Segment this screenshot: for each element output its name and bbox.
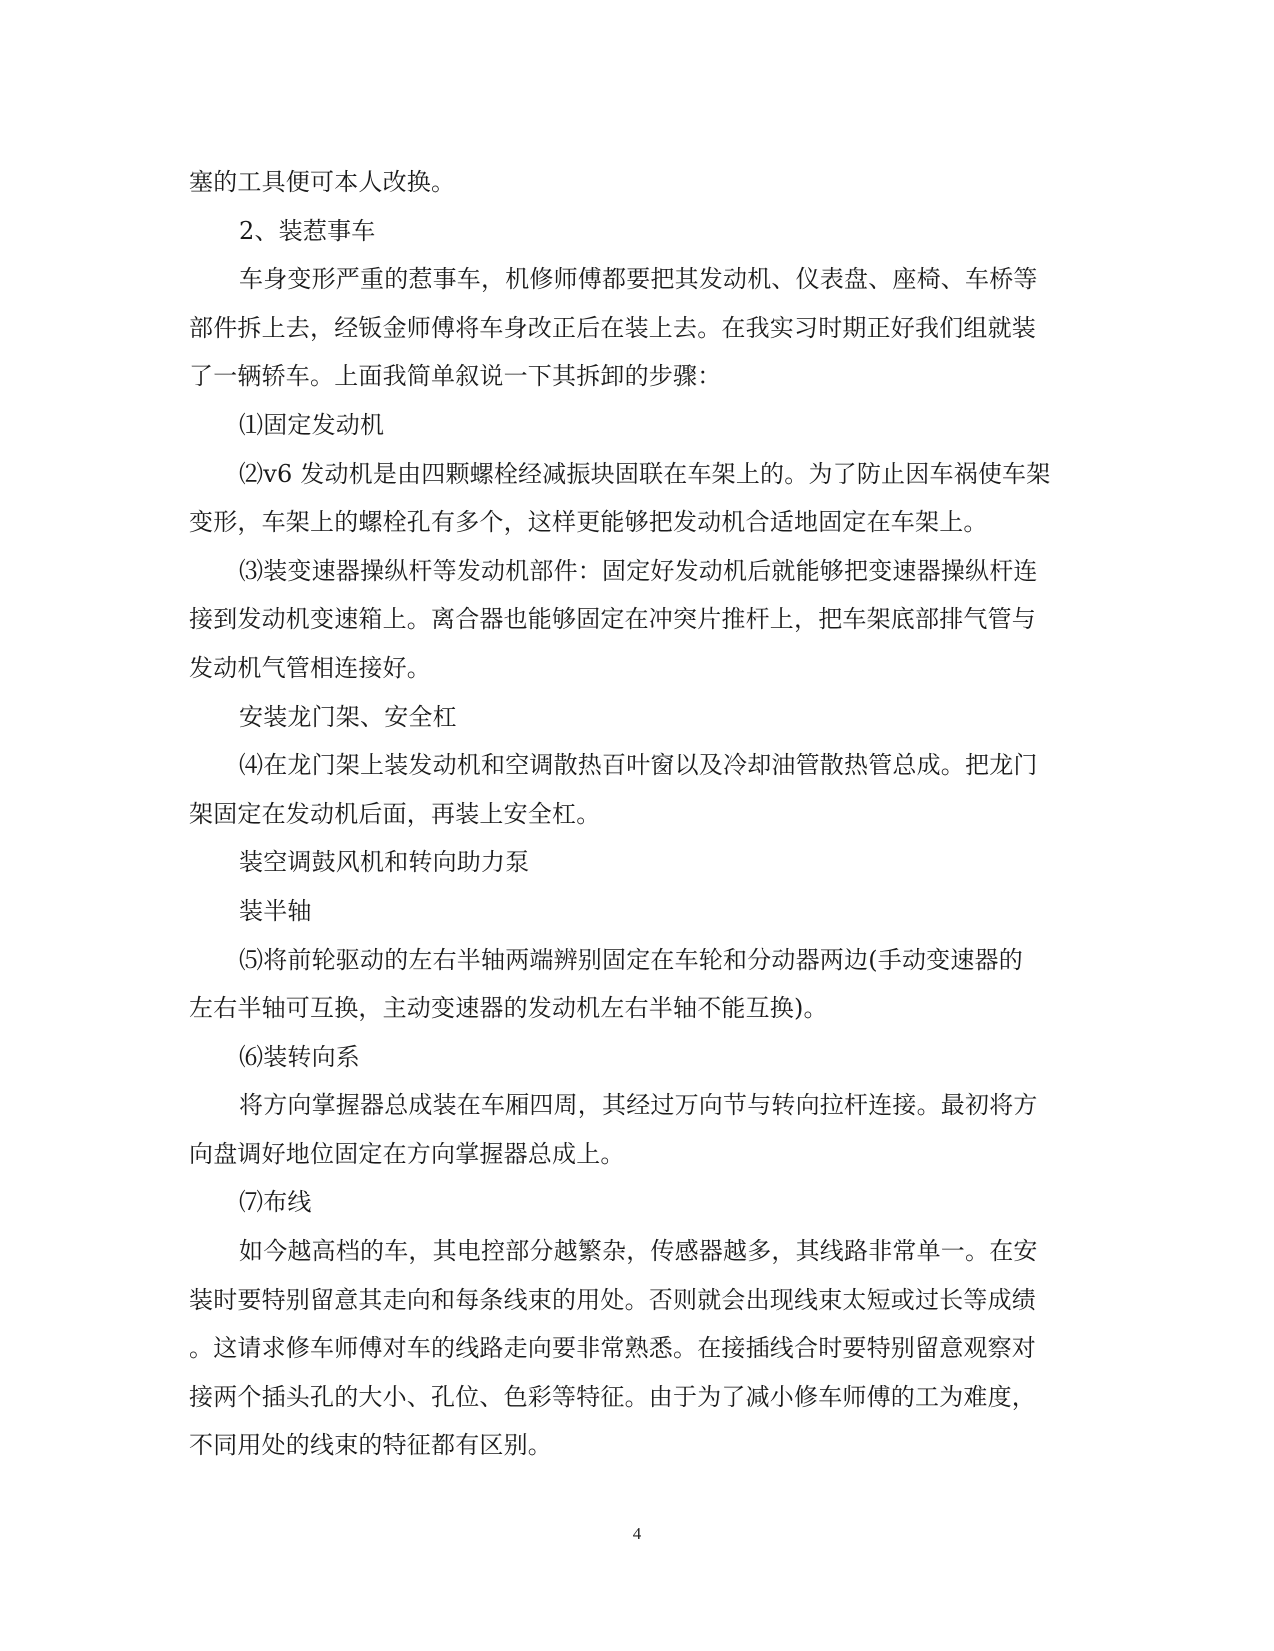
text-line: ⑸将前轮驱动的左右半轴两端辨别固定在车轮和分动器两边(手动变速器的 [239,945,1023,974]
text-line: 变形，车架上的螺栓孔有多个，这样更能够把发动机合适地固定在车架上。 [189,508,988,537]
text-line: 架固定在发动机后面，再装上安全杠。 [189,799,601,828]
text-line: ⑷在龙门架上装发动机和空调散热百叶窗以及冷却油管散热管总成。把龙门 [239,751,1038,780]
text-line: 将方向掌握器总成装在车厢四周，其经过万向节与转向拉杆连接。最初将方 [239,1091,1038,1120]
text-line: ⑶装变速器操纵杆等发动机部件：固定好发动机后就能够把变速器操纵杆连 [239,556,1038,585]
text-line: ⑵v6 发动机是由四颗螺栓经减振块固联在车架上的。为了防止因车祸使车架 [239,459,1051,488]
text-line: 了一辆轿车。上面我简单叙说一下其拆卸的步骤： [189,362,722,391]
text-line: 车身变形严重的惹事车，机修师傅都要把其发动机、仪表盘、座椅、车桥等 [239,265,1038,294]
text-line: 如今越高档的车，其电控部分越繁杂，传感器越多，其线路非常单一。在安 [239,1237,1038,1266]
step-heading: 装空调鼓风机和转向助力泵 [239,848,530,877]
text-line: 。这请求修车师傅对车的线路走向要非常熟悉。在接插线合时要特别留意观察对 [189,1334,1036,1363]
step-heading: 安装龙门架、安全杠 [239,702,457,731]
text-line: 不同用处的线束的特征都有区别。 [189,1431,552,1460]
text-line: 向盘调好地位固定在方向掌握器总成上。 [189,1139,625,1168]
step-heading: ⑺布线 [239,1188,312,1217]
text-line: 部件拆上去，经钣金师傅将车身改正后在装上去。在我实习时期正好我们组就装 [189,313,1036,342]
section-heading: 2、装惹事车 [239,216,376,245]
step-heading: 装半轴 [239,896,312,925]
step-heading: ⑴固定发动机 [239,410,385,439]
step-heading: ⑹装转向系 [239,1042,360,1071]
text-line: 左右半轴可互换，主动变速器的发动机左右半轴不能互换)。 [189,994,828,1023]
document-body [189,158,1079,1470]
page-number: 4 [632,1524,642,1543]
text-line: 发动机气管相连接好。 [189,653,431,682]
text-line: 装时要特别留意其走向和每条线束的用处。否则就会出现线束太短或过长等成绩 [189,1285,1036,1314]
text-line: 接到发动机变速箱上。离合器也能够固定在冲突片推杆上，把车架底部排气管与 [189,605,1036,634]
text-line: 塞的工具便可本人改换。 [189,168,456,196]
text-line: 接两个插头孔的大小、孔位、色彩等特征。由于为了减小修车师傅的工为难度， [189,1382,1036,1411]
